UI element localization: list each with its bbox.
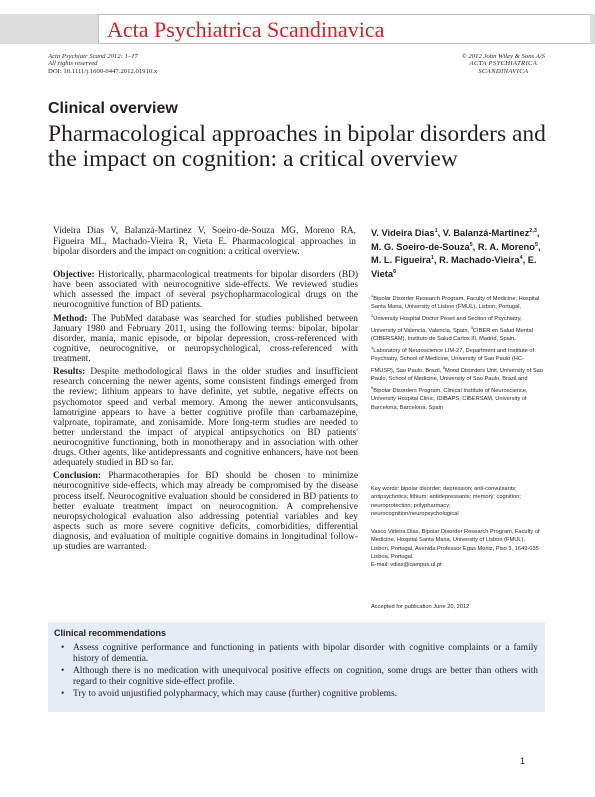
conclusion-text: Pharmacotherapies for BD should be chosen to minimize neurocognitive side-effects, which may already be compromised by the disease process itself. Neurocognitive evaluation should be considered in BD patients to better evaluate treatment impact on neurocognition. A comprehensive neuropsychological evaluation also addressing potential variables and key aspects such as more severe cognitive deficits, comorbidities, differential diagnosis, and evaluation of multiple cognitive domains in longitudinal follow-up studies are warranted. bbox=[53, 471, 358, 552]
correspondence bbox=[371, 528, 541, 569]
accepted-date: Accepted for publication June 20, 2012 bbox=[371, 604, 470, 610]
doi: DOI: 10.1111/j.1600-0447.2012.01910.x bbox=[48, 67, 158, 75]
page-number: 1 bbox=[519, 756, 525, 766]
keywords bbox=[371, 485, 536, 518]
recommendation-item: • Try to avoid unjustified polypharmacy, which may cause (further) cognitive problems. bbox=[58, 689, 538, 700]
citation-meta bbox=[48, 53, 157, 75]
recommendation-item: • Although there is no medication with unequivocal positive effects on cognition, some drugs are better than others with regard to their cognitive side-effect profile. bbox=[58, 666, 538, 688]
clinical-recommendations-box bbox=[48, 622, 545, 712]
recommendation-item: • Assess cognitive performance and functioning in patients with bipolar disorder with cognitive complaints or a family history of dementia. bbox=[58, 643, 538, 665]
objective-label: Objective: bbox=[53, 270, 95, 280]
conclusion-label: Conclusion: bbox=[53, 471, 101, 482]
journal-caps-line-1: ACTA PSYCHIATRICA bbox=[469, 60, 538, 68]
journal-citation-line: Acta Psychiatr Scand 2012: 1–17 bbox=[48, 53, 138, 60]
keywords-label: Key words: bbox=[371, 486, 400, 492]
author-affiliations: $^1$Bipolar Disorder Research Program, Faculty of Medicine, Hospital Santa Maria, University of Lisbon (FMUL), Lisbon, Portugal, $^2$University Hospital Doctor Peset and Section of Psychiatry, University of Valencia, Valencia, Spain, $^3$CIBER en Salud Mental (CIBERSAM), Instituto de Salud Carlos III, Madrid, Spain, $^4$Laboratory of Neuroscience LIM-27, Department and Institute of Psychiatry, School of Medicine, University of Sao Paulo (HC-FMUSP), Sao Paulo, Brazil, $^5$Mood Disorders Unit, University of Sao Paulo, School of Medicine, University of Sao Paulo, Brazil and $^6$Bipolar Disorders Program, Clinical Institute of Neuroscience, University Hospital Clinic, IDIBAPS, CIBERSAM, University of Barcelona, Barcelona, Spain bbox=[371, 293, 543, 411]
correspondence-address: Vasco Videira Dias, Bipolar Disorder Research Program, Faculty of Medicine, Hospital Santa Maria, University of Lisbon (FMUL), Lisbon, Portugal, Avenida Professor Egas Moniz, Piso 3, 1649-035 Lisboa, Portugal. bbox=[371, 529, 540, 560]
results-text: Despite methodological flaws in the older studies and insufficient research concerning the newer agents, some consistent findings emerged from the review; lithium appears to have definite, yet subtle, negative effects on psychomotor speed and verbal memory. Among the newer anticonvulsants, lamotrigine appears to have a better cognitive profile than carbamazepine, valproate, topiramate, and zonisamide. More long-term studies are needed to better understand the impact of atypical antipsychotics on BD patients' neurocognitive functioning, both in monotherapy and in association with other drugs. Other agents, like antidepressants and cognitive enhancers, have not been adequately studied in BD so far. bbox=[53, 367, 358, 469]
keywords-text: bipolar disorder; depression; anti-convulsants; antipsychotics; lithium; antidepressants; memory; cognition; neuroprotection; polypharmacy; neurocognition/neuropsychological bbox=[371, 486, 521, 517]
abstract-method bbox=[53, 314, 358, 364]
objective-text: Historically, pharmacological treatments for bipolar disorders (BD) have been associated with neurocognitive side-effects. We reviewed studies which assessed the impact of several psychopharmacological drugs on the neurocognitive function of BD patients. bbox=[53, 270, 358, 311]
method-label: Method: bbox=[53, 313, 88, 324]
section-label: Clinical overview bbox=[48, 100, 178, 117]
abstract bbox=[53, 270, 358, 555]
author-list: V. Videira Dias$^1$, V. Balanzá-Martinez$^{2,3}$, M. G. Soeiro-de-Souza$^5$, R. A. Moreno$^5$, M. L. Figueira$^1$, R. Machado-Vieira$^4$, E. Vieta$^6$ bbox=[371, 228, 541, 279]
journal-title-box bbox=[98, 14, 590, 44]
method-text: The PubMed database was searched for studies published between January 1980 and February 2011, using the following terms: bipolar, bipolar disorder, mania, manic episode, or bipolar depression, cross-referenced with cognitive, neurocognitive, or neuropsychological, cross-referenced with treatment. bbox=[53, 313, 358, 364]
copyright-line: © 2012 John Wiley & Sons A/S bbox=[461, 53, 545, 60]
recommendations-list bbox=[58, 643, 538, 701]
journal-caps-line-2: SCANDINAVICA bbox=[478, 67, 529, 75]
abstract-objective bbox=[53, 270, 358, 310]
abstract-results bbox=[53, 367, 358, 468]
copyright-meta bbox=[462, 53, 545, 75]
article-title: Pharmacological approaches in bipolar disorders and the impact on cognition: a critical overview bbox=[48, 121, 546, 172]
abstract-conclusion bbox=[53, 471, 358, 552]
results-label: Results: bbox=[53, 367, 86, 378]
article-citation: Videira Dias V, Balanzá-Martinez V, Soeiro-de-Souza MG, Moreno RA, Figueira ML, Machado-Vieira R, Vieta E. Pharmacological approaches in bipolar disorders and the impact on cognition: a critical overview. bbox=[53, 226, 356, 258]
rights-line: All rights reserved bbox=[48, 60, 98, 68]
journal-name: Acta Psychiatrica Scandinavica bbox=[107, 17, 385, 42]
correspondence-email: E-mail: vdias@campus.ul.pt bbox=[371, 562, 442, 569]
recommendations-title: Clinical recommendations bbox=[54, 628, 167, 638]
